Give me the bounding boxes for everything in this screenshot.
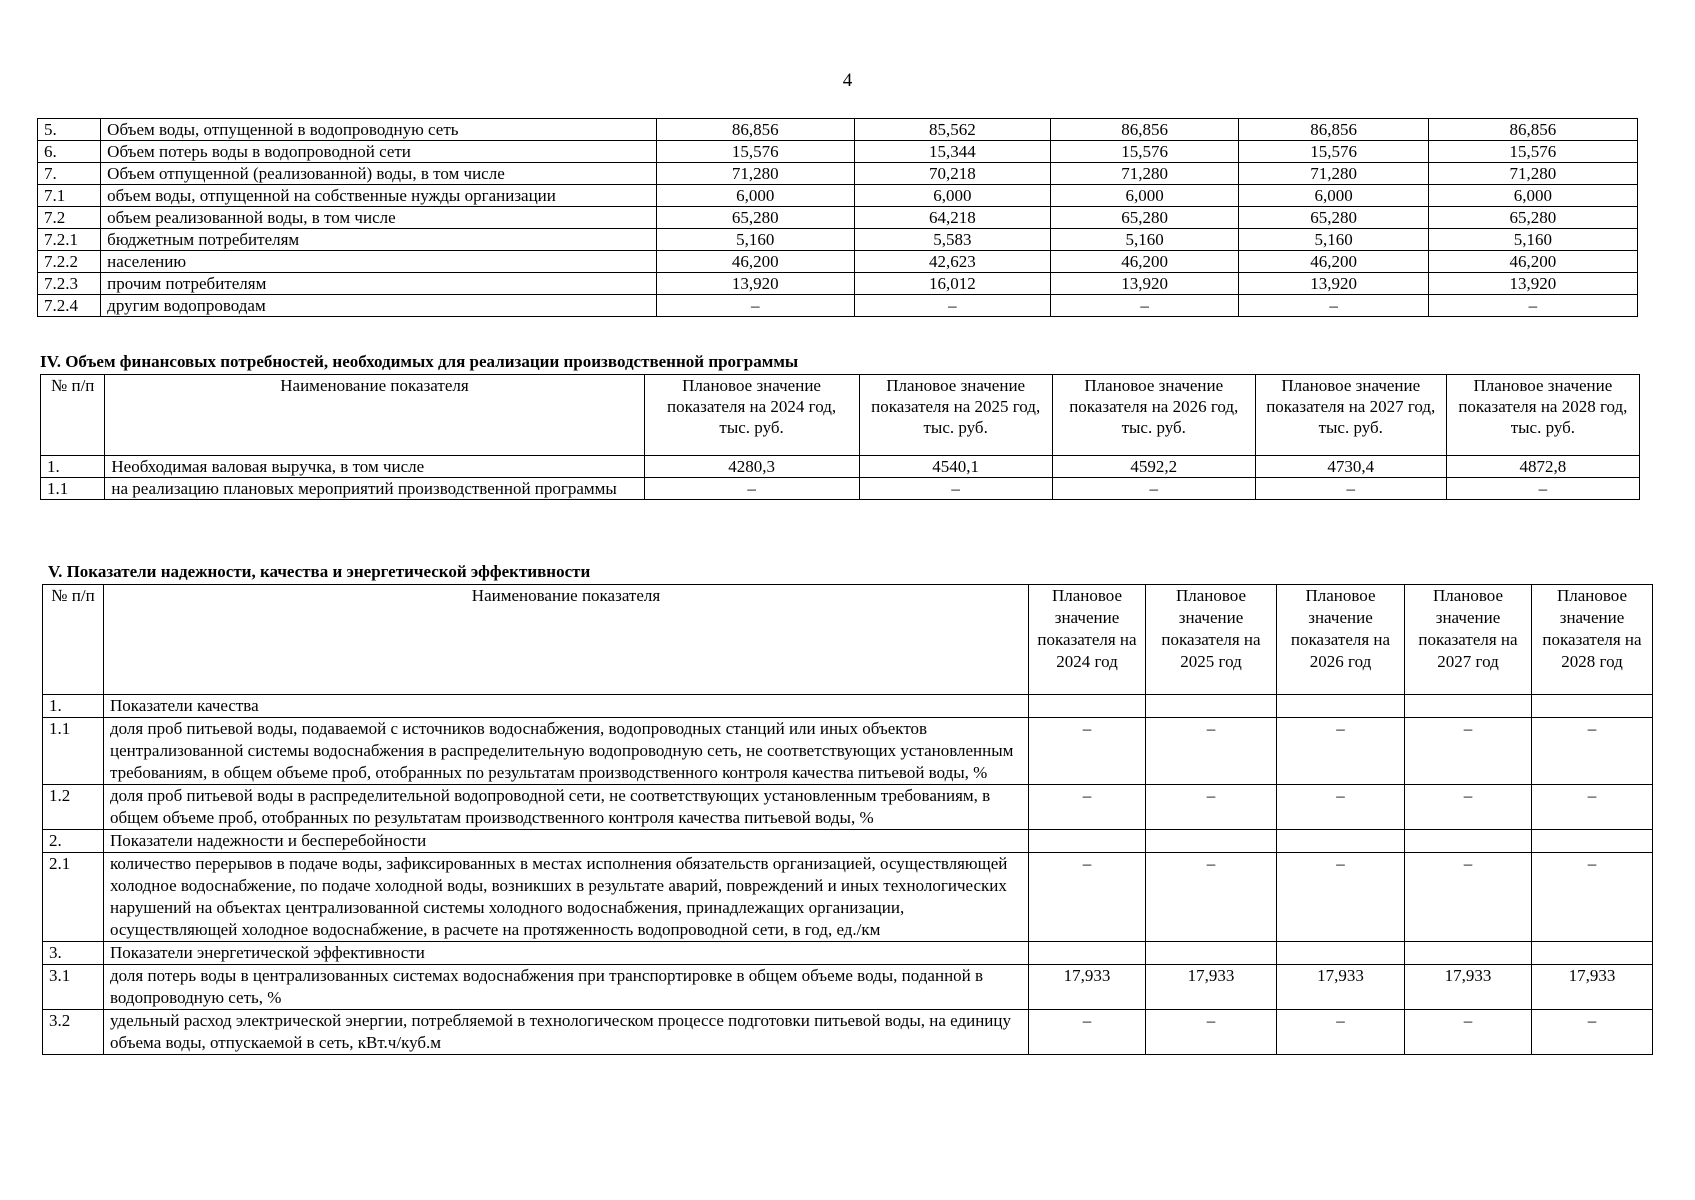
table-row xyxy=(43,718,1653,785)
row-value-2026 xyxy=(1277,830,1405,853)
row-value-2026 xyxy=(1277,942,1405,965)
row-value-2025: 16,012 xyxy=(854,273,1050,295)
table-header-row xyxy=(43,585,1653,695)
row-value-2024: – xyxy=(644,478,859,500)
row-indicator-name: Показатели энергетической эффективности xyxy=(104,942,1029,965)
row-value-2025: – xyxy=(1146,853,1277,942)
table-row xyxy=(38,119,1638,141)
row-value-2025: – xyxy=(1146,785,1277,830)
row-value-2026: 71,280 xyxy=(1050,163,1238,185)
table-header-row xyxy=(41,375,1640,456)
row-value-2026: 15,576 xyxy=(1050,141,1238,163)
row-value-2024: – xyxy=(1029,718,1146,785)
row-value-2027: 46,200 xyxy=(1239,251,1429,273)
row-value-2028: 15,576 xyxy=(1428,141,1637,163)
row-value-2024 xyxy=(1029,942,1146,965)
row-value-2025: 70,218 xyxy=(854,163,1050,185)
row-value-2026: 86,856 xyxy=(1050,119,1238,141)
row-value-2027: 13,920 xyxy=(1239,273,1429,295)
column-header-2025: Плановое значение показателя на 2025 год, тыс. руб. xyxy=(859,375,1052,456)
row-indicator-name: Показатели качества xyxy=(104,695,1029,718)
reliability-quality-table xyxy=(42,584,1653,1055)
row-number: 7.2.3 xyxy=(38,273,101,295)
column-header-num: № п/п xyxy=(43,585,104,695)
column-header-2024: Плановое значение показателя на 2024 год, тыс. руб. xyxy=(644,375,859,456)
row-indicator-name: доля проб питьевой воды, подаваемой с источников водоснабжения, водопроводных станций или иных объектов централизованной системы водоснабжения в распределительную водопроводную сеть, не соответствующих установленным требованиям, в общем объеме проб, отобранных по результатам производственного контроля качества питьевой воды, % xyxy=(104,718,1029,785)
row-number: 7.2 xyxy=(38,207,101,229)
row-indicator-name: населению xyxy=(101,251,656,273)
row-value-2024: – xyxy=(1029,785,1146,830)
row-value-2024: 65,280 xyxy=(656,207,854,229)
row-value-2028: 86,856 xyxy=(1428,119,1637,141)
row-value-2027: 86,856 xyxy=(1239,119,1429,141)
row-value-2024: 4280,3 xyxy=(644,456,859,478)
table-row xyxy=(38,185,1638,207)
row-number: 3.1 xyxy=(43,965,104,1010)
row-value-2027: – xyxy=(1405,1010,1532,1055)
row-value-2024: 71,280 xyxy=(656,163,854,185)
row-value-2027: 6,000 xyxy=(1239,185,1429,207)
page-number: 4 xyxy=(842,70,853,91)
row-value-2025 xyxy=(1146,942,1277,965)
table-row xyxy=(38,273,1638,295)
row-value-2025 xyxy=(1146,695,1277,718)
row-value-2024: – xyxy=(656,295,854,317)
column-header-2024: Плановое значение показателя на 2024 год xyxy=(1029,585,1146,695)
row-value-2025: 4540,1 xyxy=(859,456,1052,478)
row-value-2025: 17,933 xyxy=(1146,965,1277,1010)
row-value-2025 xyxy=(1146,830,1277,853)
column-header-num: № п/п xyxy=(41,375,105,456)
row-number: 1. xyxy=(43,695,104,718)
row-value-2027: 15,576 xyxy=(1239,141,1429,163)
row-value-2027: 4730,4 xyxy=(1255,456,1446,478)
row-value-2027: – xyxy=(1239,295,1429,317)
financial-needs-table xyxy=(40,374,1640,500)
row-indicator-name: Показатели надежности и бесперебойности xyxy=(104,830,1029,853)
table-row xyxy=(38,207,1638,229)
row-value-2024: 6,000 xyxy=(656,185,854,207)
row-value-2028 xyxy=(1532,695,1653,718)
row-value-2024: 86,856 xyxy=(656,119,854,141)
row-value-2027 xyxy=(1405,695,1532,718)
row-value-2025: 64,218 xyxy=(854,207,1050,229)
row-value-2025: 15,344 xyxy=(854,141,1050,163)
row-value-2027: 5,160 xyxy=(1239,229,1429,251)
column-header-name: Наименование показателя xyxy=(105,375,644,456)
row-value-2027 xyxy=(1405,942,1532,965)
row-value-2028: 13,920 xyxy=(1428,273,1637,295)
table-row xyxy=(43,830,1653,853)
row-value-2028: 71,280 xyxy=(1428,163,1637,185)
row-value-2025: – xyxy=(1146,1010,1277,1055)
row-value-2027: – xyxy=(1405,853,1532,942)
row-value-2025: – xyxy=(859,478,1052,500)
row-value-2028: – xyxy=(1532,1010,1653,1055)
row-number: 7.2.2 xyxy=(38,251,101,273)
row-number: 7.1 xyxy=(38,185,101,207)
row-value-2026: 13,920 xyxy=(1050,273,1238,295)
table-row xyxy=(38,163,1638,185)
column-header-2025: Плановое значение показателя на 2025 год xyxy=(1146,585,1277,695)
row-value-2028: 6,000 xyxy=(1428,185,1637,207)
row-value-2027: – xyxy=(1405,785,1532,830)
row-indicator-name: Объем воды, отпущенной в водопроводную сеть xyxy=(101,119,656,141)
row-value-2028: – xyxy=(1532,718,1653,785)
row-value-2026: – xyxy=(1052,478,1255,500)
row-value-2026 xyxy=(1277,695,1405,718)
row-value-2028: – xyxy=(1532,785,1653,830)
row-number: 2. xyxy=(43,830,104,853)
row-number: 7.2.1 xyxy=(38,229,101,251)
row-value-2026: 4592,2 xyxy=(1052,456,1255,478)
row-indicator-name: бюджетным потребителям xyxy=(101,229,656,251)
row-value-2024: 13,920 xyxy=(656,273,854,295)
row-value-2025: – xyxy=(1146,718,1277,785)
row-indicator-name: объем реализованной воды, в том числе xyxy=(101,207,656,229)
table-row xyxy=(43,1010,1653,1055)
table-row xyxy=(41,456,1640,478)
row-value-2026: 17,933 xyxy=(1277,965,1405,1010)
row-number: 3. xyxy=(43,942,104,965)
row-value-2028: 65,280 xyxy=(1428,207,1637,229)
table-row xyxy=(38,251,1638,273)
row-number: 7. xyxy=(38,163,101,185)
water-volume-table xyxy=(37,118,1638,317)
row-value-2028: – xyxy=(1446,478,1639,500)
row-value-2025: 85,562 xyxy=(854,119,1050,141)
row-value-2027: 17,933 xyxy=(1405,965,1532,1010)
table-row xyxy=(38,229,1638,251)
row-number: 5. xyxy=(38,119,101,141)
row-indicator-name: доля потерь воды в централизованных системах водоснабжения при транспортировке в общем объеме воды, поданной в водопроводную сеть, % xyxy=(104,965,1029,1010)
row-number: 1.1 xyxy=(43,718,104,785)
row-value-2028 xyxy=(1532,830,1653,853)
row-value-2026: – xyxy=(1277,853,1405,942)
row-value-2028: 5,160 xyxy=(1428,229,1637,251)
table-row xyxy=(43,965,1653,1010)
row-value-2028: 4872,8 xyxy=(1446,456,1639,478)
row-value-2028 xyxy=(1532,942,1653,965)
row-value-2027: 71,280 xyxy=(1239,163,1429,185)
row-value-2024 xyxy=(1029,695,1146,718)
row-number: 1.2 xyxy=(43,785,104,830)
row-indicator-name: другим водопроводам xyxy=(101,295,656,317)
row-value-2026: – xyxy=(1277,1010,1405,1055)
row-number: 6. xyxy=(38,141,101,163)
row-number: 1.1 xyxy=(41,478,105,500)
row-indicator-name: доля проб питьевой воды в распределительной водопроводной сети, не соответствующих установленным требованиям, в общем объеме проб, отобранных по результатам производственного контроля качества питьевой воды, % xyxy=(104,785,1029,830)
row-value-2026: – xyxy=(1277,718,1405,785)
column-header-2028: Плановое значение показателя на 2028 год xyxy=(1532,585,1653,695)
row-value-2026: – xyxy=(1277,785,1405,830)
row-indicator-name: количество перерывов в подаче воды, зафиксированных в местах исполнения обязательств организацией, осуществляющей холодное водоснабжение, по подаче холодной воды, возникших в результате аварий, повреждений и иных технологических нарушений на объектах централизованной системы холодного водоснабжения, принадлежащих организации, осуществляющей холодное водоснабжение, в расчете на протяженность водопроводной сети, в год, ед./км xyxy=(104,853,1029,942)
row-value-2024: 15,576 xyxy=(656,141,854,163)
row-value-2024 xyxy=(1029,830,1146,853)
row-value-2026: 46,200 xyxy=(1050,251,1238,273)
column-header-2027: Плановое значение показателя на 2027 год xyxy=(1405,585,1532,695)
row-indicator-name: Необходимая валовая выручка, в том числе xyxy=(105,456,644,478)
table-row xyxy=(38,295,1638,317)
row-value-2027: – xyxy=(1255,478,1446,500)
table-row xyxy=(43,785,1653,830)
section-4-title: IV. Объем финансовых потребностей, необходимых для реализации производственной программы xyxy=(40,352,799,371)
row-number: 7.2.4 xyxy=(38,295,101,317)
table-row xyxy=(43,853,1653,942)
row-indicator-name: удельный расход электрической энергии, потребляемой в технологическом процессе подготовки питьевой воды, на единицу объема воды, отпускаемой в сеть, кВт.ч/куб.м xyxy=(104,1010,1029,1055)
row-value-2024: 46,200 xyxy=(656,251,854,273)
row-value-2024: – xyxy=(1029,853,1146,942)
row-value-2028: – xyxy=(1428,295,1637,317)
row-value-2024: 17,933 xyxy=(1029,965,1146,1010)
row-value-2027: – xyxy=(1405,718,1532,785)
section-5-title: V. Показатели надежности, качества и энергетической эффективности xyxy=(48,562,591,581)
row-value-2027 xyxy=(1405,830,1532,853)
row-value-2026: – xyxy=(1050,295,1238,317)
table-row xyxy=(41,478,1640,500)
row-value-2025: 5,583 xyxy=(854,229,1050,251)
table-row xyxy=(43,695,1653,718)
row-value-2026: 65,280 xyxy=(1050,207,1238,229)
table-row xyxy=(43,942,1653,965)
row-value-2028: 17,933 xyxy=(1532,965,1653,1010)
row-value-2025: – xyxy=(854,295,1050,317)
column-header-2028: Плановое значение показателя на 2028 год, тыс. руб. xyxy=(1446,375,1639,456)
row-value-2025: 42,623 xyxy=(854,251,1050,273)
row-number: 1. xyxy=(41,456,105,478)
column-header-2026: Плановое значение показателя на 2026 год xyxy=(1277,585,1405,695)
row-indicator-name: Объем потерь воды в водопроводной сети xyxy=(101,141,656,163)
table-row xyxy=(38,141,1638,163)
column-header-name: Наименование показателя xyxy=(104,585,1029,695)
row-value-2028: 46,200 xyxy=(1428,251,1637,273)
row-indicator-name: объем воды, отпущенной на собственные нужды организации xyxy=(101,185,656,207)
column-header-2027: Плановое значение показателя на 2027 год, тыс. руб. xyxy=(1255,375,1446,456)
row-number: 3.2 xyxy=(43,1010,104,1055)
row-value-2028: – xyxy=(1532,853,1653,942)
row-number: 2.1 xyxy=(43,853,104,942)
row-value-2024: 5,160 xyxy=(656,229,854,251)
row-value-2027: 65,280 xyxy=(1239,207,1429,229)
row-indicator-name: Объем отпущенной (реализованной) воды, в том числе xyxy=(101,163,656,185)
row-indicator-name: прочим потребителям xyxy=(101,273,656,295)
row-value-2024: – xyxy=(1029,1010,1146,1055)
row-value-2026: 5,160 xyxy=(1050,229,1238,251)
column-header-2026: Плановое значение показателя на 2026 год, тыс. руб. xyxy=(1052,375,1255,456)
row-indicator-name: на реализацию плановых мероприятий производственной программы xyxy=(105,478,644,500)
row-value-2025: 6,000 xyxy=(854,185,1050,207)
row-value-2026: 6,000 xyxy=(1050,185,1238,207)
